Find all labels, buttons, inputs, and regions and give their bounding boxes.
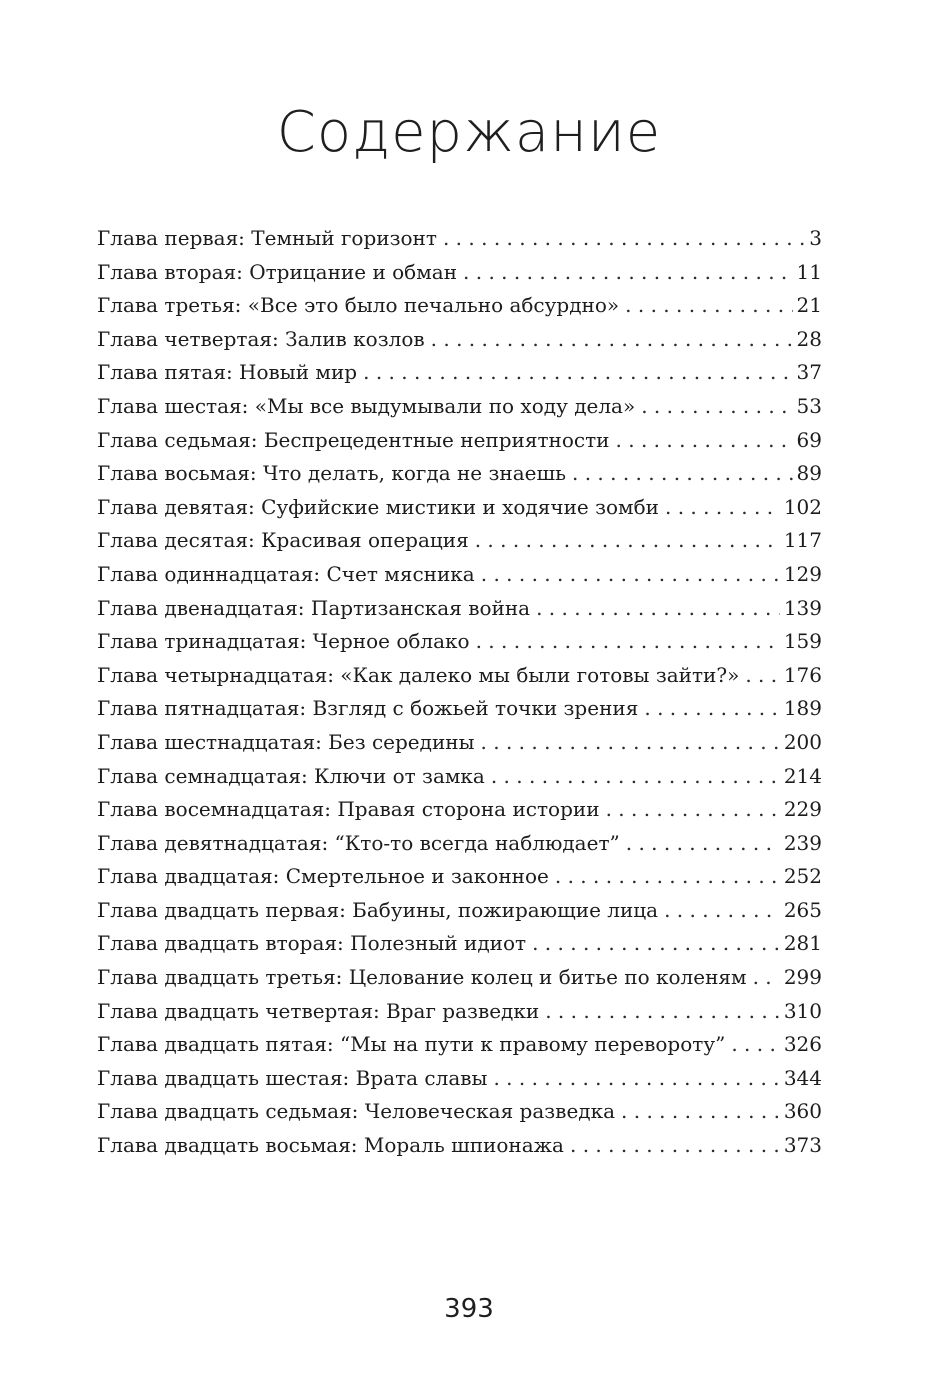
toc-entry-page: 37 <box>796 360 822 385</box>
toc-entry-title: Глава двадцать третья: Целование колец и битье по коленям <box>97 965 747 990</box>
toc-entry <box>97 528 822 562</box>
dot-leader <box>545 999 780 1023</box>
toc-entry-page: 214 <box>783 763 822 788</box>
dot-leader <box>665 495 780 519</box>
toc-entry <box>97 327 822 361</box>
toc-entry <box>97 864 822 898</box>
toc-entry-page: 3 <box>809 226 822 250</box>
toc-entry-title: Глава двадцать пятая: “Мы на пути к правому перевороту” <box>97 1032 726 1057</box>
toc-entry-page: 28 <box>796 326 822 351</box>
toc-entry-page: 373 <box>783 1133 822 1158</box>
dot-leader <box>572 461 793 485</box>
toc-entry <box>97 360 822 394</box>
dot-leader <box>626 831 780 855</box>
toc-entry-page: 69 <box>796 427 822 452</box>
toc-entry <box>97 764 822 798</box>
toc-entry-title: Глава двенадцатая: Партизанская война <box>97 595 531 620</box>
toc-entry <box>97 1066 822 1100</box>
toc-entry-title: Глава двадцатая: Смертельное и законное <box>97 864 549 889</box>
toc-entry <box>97 394 822 428</box>
toc-entry-title: Глава двадцать шестая: Врата славы <box>97 1065 488 1090</box>
toc-entry-page: 252 <box>783 864 822 889</box>
toc-entry <box>97 461 822 495</box>
toc-entry-title: Глава восемнадцатая: Правая сторона истории <box>97 797 600 822</box>
dot-leader <box>532 931 780 955</box>
toc-entry-page: 117 <box>783 528 822 553</box>
toc-entry <box>97 965 822 999</box>
dot-leader <box>443 226 805 250</box>
dot-leader <box>481 562 780 586</box>
toc-entry <box>97 696 822 730</box>
toc-entry-title: Глава шестнадцатая: Без середины <box>97 729 475 754</box>
toc-entry-page: 176 <box>783 662 822 687</box>
dot-leader <box>625 293 792 317</box>
toc-entry <box>97 428 822 462</box>
toc-entry <box>97 293 822 327</box>
dot-leader <box>493 1066 779 1090</box>
table-of-contents <box>97 226 822 1167</box>
dot-leader <box>664 898 780 922</box>
dot-leader <box>481 730 780 754</box>
toc-entry-page: 265 <box>783 897 822 922</box>
toc-entry-title: Глава четырнадцатая: «Как далеко мы были готовы зайти?» <box>97 662 740 687</box>
toc-entry-page: 239 <box>783 830 822 855</box>
toc-entry-title: Глава пятая: Новый мир <box>97 360 358 385</box>
toc-entry <box>97 663 822 697</box>
toc-entry-title: Глава одиннадцатая: Счет мясника <box>97 561 475 586</box>
toc-entry-page: 11 <box>796 259 822 284</box>
toc-entry-title: Глава тринадцатая: Черное облако <box>97 629 470 654</box>
toc-entry-title: Глава двадцать четвертая: Враг разведки <box>97 998 540 1023</box>
dot-leader <box>536 596 780 620</box>
dot-leader <box>475 528 780 552</box>
toc-entry-page: 310 <box>783 998 822 1023</box>
toc-entry-page: 129 <box>783 561 822 586</box>
toc-entry-title: Глава двадцать первая: Бабуины, пожирающие лица <box>97 897 659 922</box>
toc-entry-title: Глава первая: Темный горизонт <box>97 226 437 250</box>
toc-entry-title: Глава седьмая: Беспрецедентные неприятности <box>97 427 610 452</box>
toc-entry-title: Глава восьмая: Что делать, когда не знаешь <box>97 461 566 486</box>
dot-leader <box>476 629 780 653</box>
dot-leader <box>363 360 792 384</box>
toc-entry-page: 89 <box>796 461 822 486</box>
toc-entry <box>97 629 822 663</box>
dot-leader <box>491 764 780 788</box>
toc-entry-page: 139 <box>783 595 822 620</box>
toc-entry <box>97 831 822 865</box>
toc-entry-title: Глава пятнадцатая: Взгляд с божьей точки зрения <box>97 696 639 721</box>
toc-entry-title: Глава шестая: «Мы все выдумывали по ходу дела» <box>97 393 636 418</box>
toc-entry <box>97 260 822 294</box>
dot-leader <box>753 965 780 989</box>
toc-entry-page: 281 <box>783 931 822 956</box>
toc-entry-title: Глава девятая: Суфийские мистики и ходячие зомби <box>97 494 659 519</box>
toc-entry-page: 299 <box>783 965 822 990</box>
dot-leader <box>621 1099 780 1123</box>
toc-entry-page: 159 <box>783 629 822 654</box>
page-title: Содержание <box>276 100 662 165</box>
toc-entry <box>97 495 822 529</box>
toc-entry <box>97 999 822 1033</box>
toc-entry-page: 326 <box>783 1032 822 1057</box>
toc-entry-page: 344 <box>783 1065 822 1090</box>
toc-entry <box>97 931 822 965</box>
toc-entry <box>97 1133 822 1167</box>
toc-entry <box>97 898 822 932</box>
toc-entry-title: Глава вторая: Отрицание и обман <box>97 259 458 284</box>
toc-entry-page: 360 <box>783 1099 822 1124</box>
dot-leader <box>745 663 779 687</box>
dot-leader <box>570 1133 780 1157</box>
dot-leader <box>616 428 793 452</box>
dot-leader <box>644 696 779 720</box>
toc-entry-title: Глава девятнадцатая: “Кто-то всегда наблюдает” <box>97 830 620 855</box>
toc-entry <box>97 797 822 831</box>
toc-entry-title: Глава четвертая: Залив козлов <box>97 326 425 351</box>
toc-entry-title: Глава двадцать вторая: Полезный идиот <box>97 931 527 956</box>
toc-entry-page: 200 <box>783 729 822 754</box>
toc-entry-page: 21 <box>796 293 822 318</box>
toc-entry <box>97 596 822 630</box>
toc-entry-title: Глава двадцать седьмая: Человеческая разведка <box>97 1099 616 1124</box>
toc-entry <box>97 226 822 260</box>
dot-leader <box>606 797 780 821</box>
toc-entry-page: 102 <box>783 494 822 519</box>
toc-entry-title: Глава третья: «Все это было печально абсурдно» <box>97 293 620 318</box>
dot-leader <box>463 260 793 284</box>
toc-entry <box>97 1099 822 1133</box>
dot-leader <box>641 394 792 418</box>
toc-entry <box>97 562 822 596</box>
toc-entry-title: Глава семнадцатая: Ключи от замка <box>97 763 485 788</box>
toc-entry <box>97 1032 822 1066</box>
dot-leader <box>555 864 780 888</box>
dot-leader <box>431 327 793 351</box>
dot-leader <box>731 1032 780 1056</box>
toc-entry-title: Глава двадцать восьмая: Мораль шпионажа <box>97 1133 564 1158</box>
page-number: 393 <box>444 1294 494 1324</box>
toc-entry <box>97 730 822 764</box>
toc-entry-page: 189 <box>783 696 822 721</box>
toc-entry-page: 229 <box>783 797 822 822</box>
toc-entry-title: Глава десятая: Красивая операция <box>97 528 469 553</box>
toc-entry-page: 53 <box>796 393 822 418</box>
